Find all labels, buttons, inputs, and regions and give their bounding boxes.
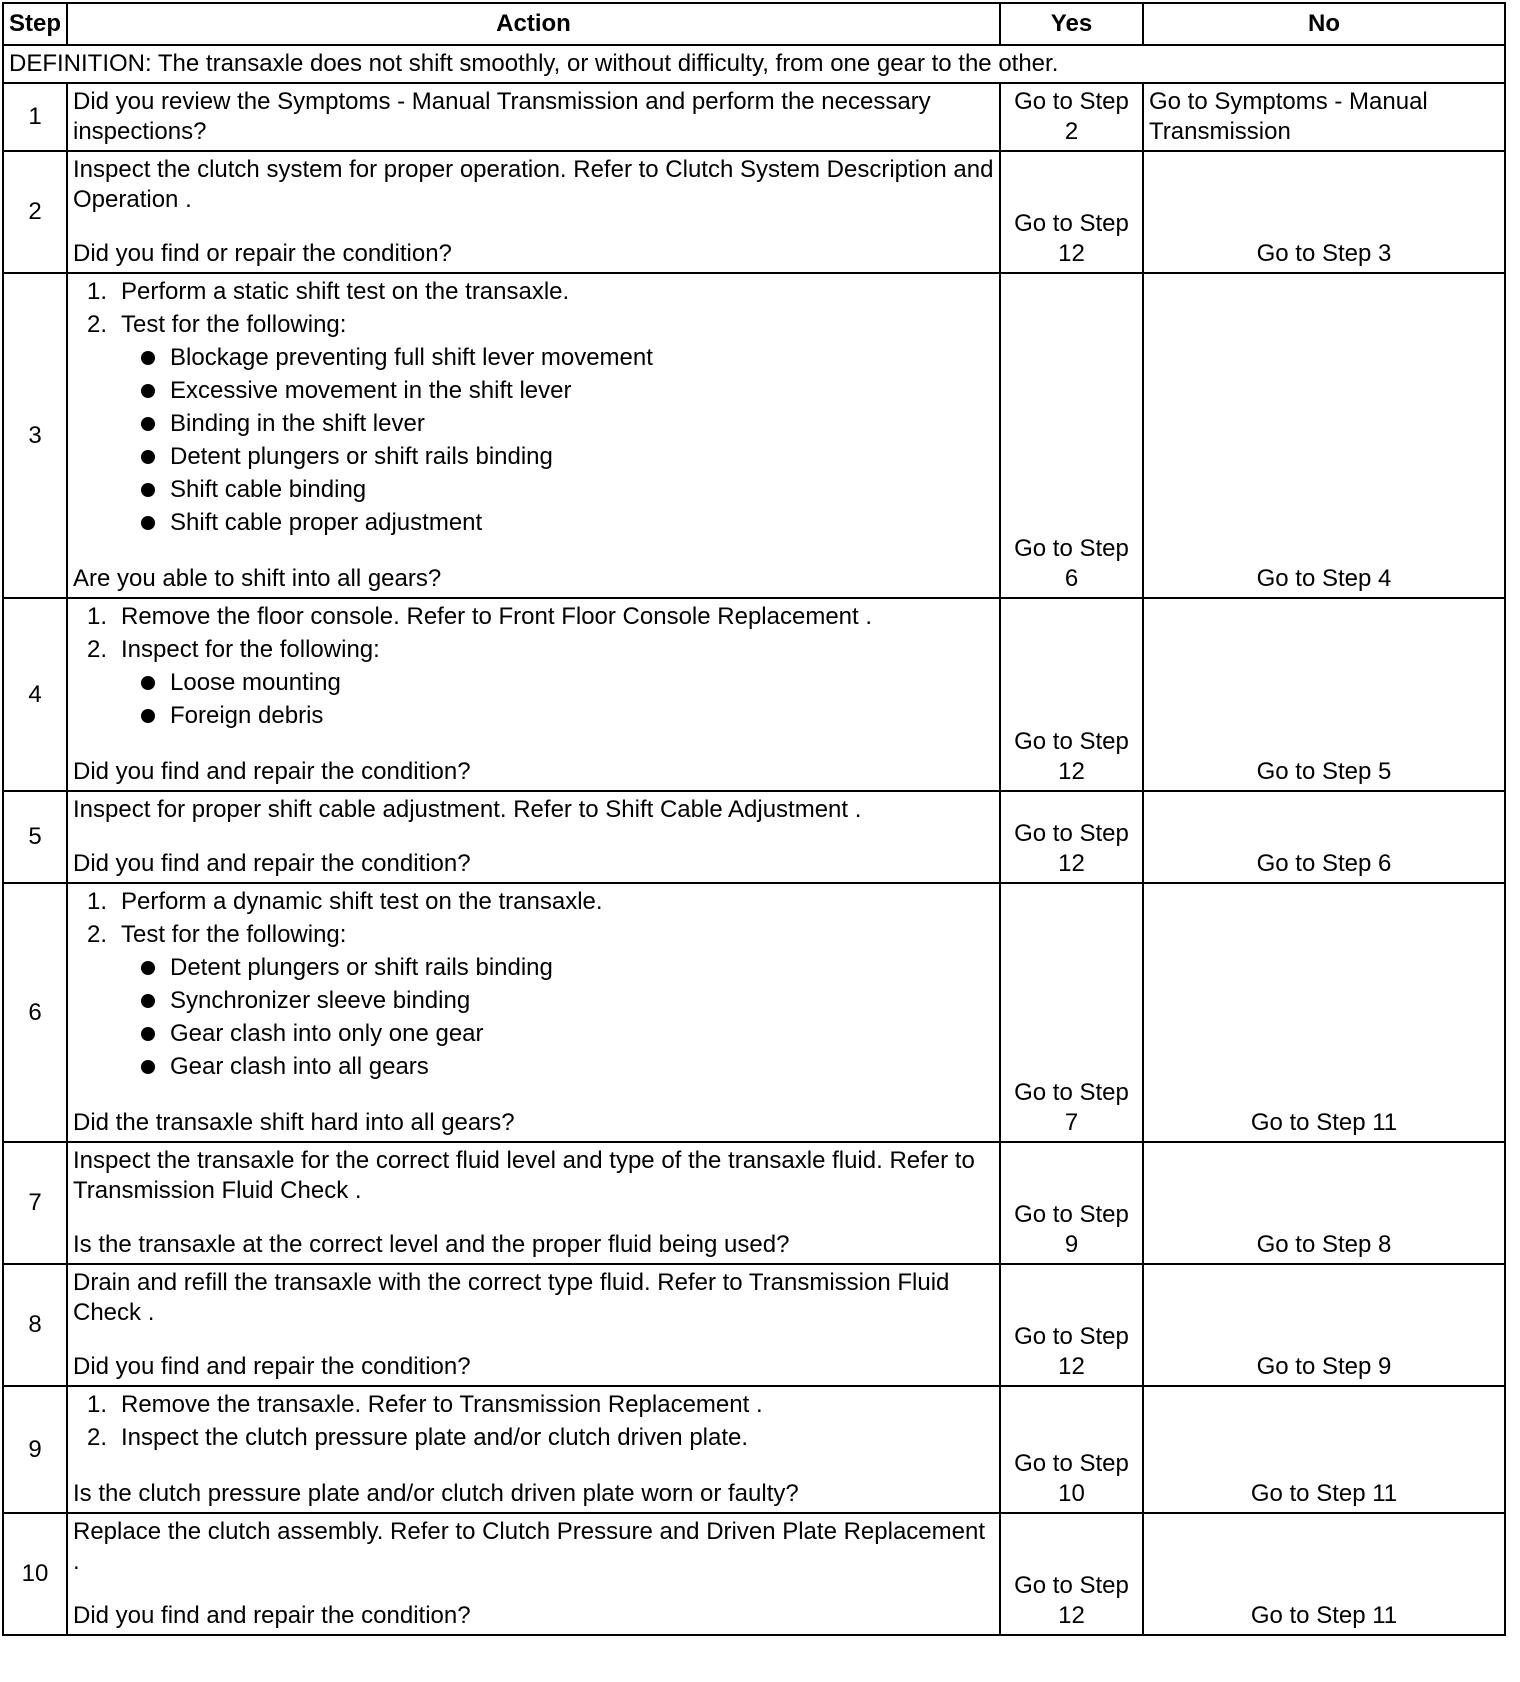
bullet-item (137, 508, 994, 538)
table-row (3, 151, 1505, 273)
step-index: 1. (87, 278, 108, 305)
action-text: Replace the clutch assembly. Refer to Clutch Pressure and Driven Plate Replacement . (73, 1518, 985, 1575)
yes-result: Go to Step 7 (1000, 883, 1143, 1142)
header-no: No (1143, 3, 1505, 45)
bullet-text: Loose mounting (170, 669, 341, 696)
bullet-dot-icon (141, 450, 155, 464)
bullet-text: Excessive movement in the shift lever (170, 377, 572, 404)
step-text: Inspect for the following: (121, 636, 380, 663)
step-index: 1. (87, 603, 108, 630)
header-step: Step (3, 3, 67, 45)
bullet-text: Blockage preventing full shift lever movement (170, 344, 653, 371)
no-result: Go to Step 5 (1143, 598, 1505, 791)
bullet-item (137, 701, 994, 731)
bullet-dot-icon (141, 709, 155, 723)
no-result: Go to Symptoms - Manual Transmission (1143, 83, 1505, 151)
step-text: Remove the floor console. Refer to Front Floor Console Replacement . (121, 603, 873, 630)
numbered-step (87, 1390, 994, 1420)
action-cell (67, 273, 1000, 598)
step-number: 5 (3, 791, 67, 883)
yes-result: Go to Step 6 (1000, 273, 1143, 598)
question-text: Did you find and repair the condition? (73, 758, 471, 785)
step-index: 2. (87, 1424, 108, 1451)
bullet-list (87, 668, 994, 731)
step-index: 2. (87, 636, 108, 663)
table-row (3, 273, 1505, 598)
bullet-item (137, 475, 994, 505)
table-row (3, 883, 1505, 1142)
bullet-dot-icon (141, 1027, 155, 1041)
numbered-steps (73, 1390, 994, 1453)
table-row (3, 598, 1505, 791)
diagnostic-table (2, 2, 1506, 1636)
step-text: Perform a dynamic shift test on the transaxle. (121, 888, 603, 915)
question-text: Did the transaxle shift hard into all gears? (73, 1109, 515, 1136)
no-result: Go to Step 4 (1143, 273, 1505, 598)
question-text: Is the clutch pressure plate and/or clutch driven plate worn or faulty? (73, 1480, 799, 1507)
definition-text: DEFINITION: The transaxle does not shift smoothly, or without difficulty, from one gear to the other. (3, 45, 1505, 83)
yes-result: Go to Step 12 (1000, 1513, 1143, 1635)
step-text: Test for the following: (121, 921, 347, 948)
yes-result: Go to Step 10 (1000, 1386, 1143, 1513)
action-cell (67, 83, 1000, 151)
numbered-step (87, 277, 994, 307)
table-row (3, 791, 1505, 883)
numbered-steps (73, 887, 994, 1082)
bullet-dot-icon (141, 1060, 155, 1074)
action-text: Inspect the transaxle for the correct fluid level and type of the transaxle fluid. Refer to Transmission Fluid Check . (73, 1147, 975, 1204)
bullet-dot-icon (141, 961, 155, 975)
question-text: Did you find and repair the condition? (73, 1353, 471, 1380)
numbered-step (87, 635, 994, 731)
bullet-item (137, 343, 994, 373)
header-row (3, 3, 1505, 45)
yes-result: Go to Step 9 (1000, 1142, 1143, 1264)
question-text: Did you find and repair the condition? (73, 1602, 471, 1629)
bullet-text: Shift cable binding (170, 476, 367, 503)
no-result: Go to Step 3 (1143, 151, 1505, 273)
bullet-text: Synchronizer sleeve binding (170, 987, 471, 1014)
question-text: Are you able to shift into all gears? (73, 565, 442, 592)
action-text: Did you review the Symptoms - Manual Transmission and perform the necessary inspections? (73, 88, 931, 145)
bullet-item (137, 442, 994, 472)
action-cell (67, 1264, 1000, 1386)
no-result: Go to Step 11 (1143, 883, 1505, 1142)
bullet-text: Gear clash into all gears (170, 1053, 429, 1080)
action-cell (67, 791, 1000, 883)
table-row (3, 1142, 1505, 1264)
header-action: Action (67, 3, 1000, 45)
bullet-text: Gear clash into only one gear (170, 1020, 484, 1047)
table-row (3, 1513, 1505, 1635)
bullet-item (137, 1052, 994, 1082)
step-text: Remove the transaxle. Refer to Transmission Replacement . (121, 1391, 763, 1418)
action-cell (67, 1142, 1000, 1264)
question-text: Is the transaxle at the correct level and the proper fluid being used? (73, 1231, 790, 1258)
no-result: Go to Step 11 (1143, 1386, 1505, 1513)
step-number: 2 (3, 151, 67, 273)
numbered-step (87, 310, 994, 538)
table-row (3, 1386, 1505, 1513)
bullet-dot-icon (141, 417, 155, 431)
action-cell (67, 1386, 1000, 1513)
yes-result: Go to Step 12 (1000, 151, 1143, 273)
action-cell (67, 883, 1000, 1142)
numbered-steps (73, 277, 994, 538)
step-index: 1. (87, 1391, 108, 1418)
step-number: 6 (3, 883, 67, 1142)
bullet-item (137, 1019, 994, 1049)
step-number: 7 (3, 1142, 67, 1264)
step-index: 1. (87, 888, 108, 915)
no-result: Go to Step 11 (1143, 1513, 1505, 1635)
bullet-text: Detent plungers or shift rails binding (170, 954, 553, 981)
header-yes: Yes (1000, 3, 1143, 45)
numbered-step (87, 1423, 994, 1453)
yes-result: Go to Step 12 (1000, 791, 1143, 883)
numbered-step (87, 602, 994, 632)
bullet-dot-icon (141, 483, 155, 497)
bullet-item (137, 668, 994, 698)
yes-result: Go to Step 12 (1000, 1264, 1143, 1386)
table-row (3, 1264, 1505, 1386)
step-text: Inspect the clutch pressure plate and/or clutch driven plate. (121, 1424, 749, 1451)
step-index: 2. (87, 311, 108, 338)
bullet-text: Binding in the shift lever (170, 410, 425, 437)
step-number: 4 (3, 598, 67, 791)
bullet-text: Foreign debris (170, 702, 324, 729)
question-text: Did you find or repair the condition? (73, 240, 452, 267)
numbered-step (87, 920, 994, 1082)
bullet-dot-icon (141, 516, 155, 530)
bullet-list (87, 343, 994, 538)
step-number: 10 (3, 1513, 67, 1635)
yes-result: Go to Step 12 (1000, 598, 1143, 791)
bullet-item (137, 953, 994, 983)
bullet-dot-icon (141, 384, 155, 398)
definition-row (3, 45, 1505, 83)
step-number: 9 (3, 1386, 67, 1513)
bullet-text: Detent plungers or shift rails binding (170, 443, 553, 470)
action-cell (67, 1513, 1000, 1635)
numbered-step (87, 887, 994, 917)
numbered-steps (73, 602, 994, 731)
no-result: Go to Step 9 (1143, 1264, 1505, 1386)
action-text: Inspect the clutch system for proper operation. Refer to Clutch System Description and Operation . (73, 156, 994, 213)
bullet-item (137, 376, 994, 406)
step-text: Perform a static shift test on the transaxle. (121, 278, 570, 305)
bullet-dot-icon (141, 994, 155, 1008)
no-result: Go to Step 6 (1143, 791, 1505, 883)
action-text: Drain and refill the transaxle with the correct type fluid. Refer to Transmission Fluid Check . (73, 1269, 950, 1326)
table-row (3, 83, 1505, 151)
yes-result: Go to Step 2 (1000, 83, 1143, 151)
bullet-dot-icon (141, 676, 155, 690)
action-cell (67, 151, 1000, 273)
step-number: 1 (3, 83, 67, 151)
step-index: 2. (87, 921, 108, 948)
bullet-list (87, 953, 994, 1082)
action-cell (67, 598, 1000, 791)
step-number: 8 (3, 1264, 67, 1386)
bullet-text: Shift cable proper adjustment (170, 509, 483, 536)
step-text: Test for the following: (121, 311, 347, 338)
step-number: 3 (3, 273, 67, 598)
bullet-item (137, 409, 994, 439)
no-result: Go to Step 8 (1143, 1142, 1505, 1264)
action-text: Inspect for proper shift cable adjustment. Refer to Shift Cable Adjustment . (73, 796, 862, 823)
bullet-dot-icon (141, 351, 155, 365)
bullet-item (137, 986, 994, 1016)
question-text: Did you find and repair the condition? (73, 850, 471, 877)
